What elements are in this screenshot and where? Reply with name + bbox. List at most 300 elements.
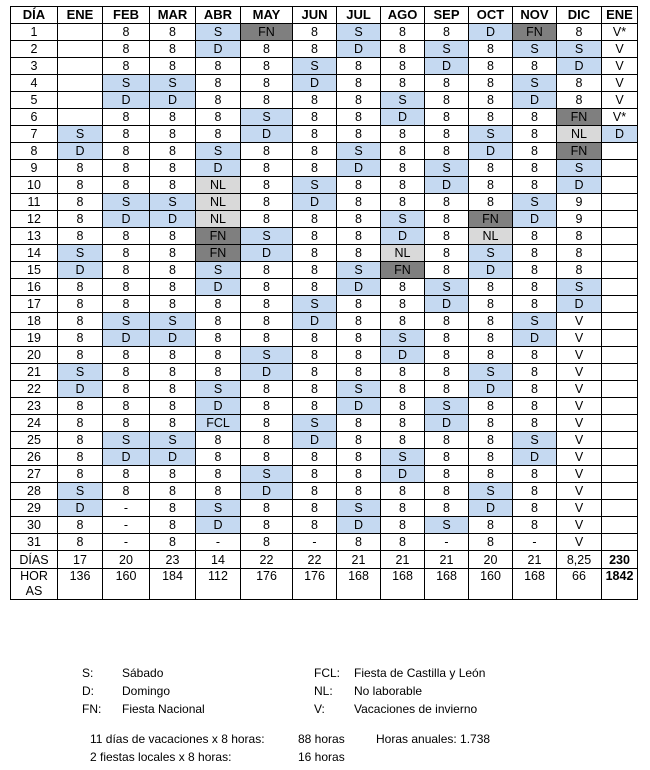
table-row xyxy=(11,143,638,160)
day-cell: S xyxy=(103,432,150,449)
day-cell: 9 xyxy=(557,194,602,211)
day-cell: 8 xyxy=(58,177,103,194)
day-cell: 8 xyxy=(58,517,103,534)
day-cell: S xyxy=(469,245,513,262)
day-cell: D xyxy=(103,211,150,228)
day-cell xyxy=(602,347,638,364)
total-cell: 168 xyxy=(513,569,557,600)
day-cell: D xyxy=(196,41,241,58)
day-cell: 8 xyxy=(196,75,241,92)
day-number: 23 xyxy=(11,398,58,415)
day-cell xyxy=(602,228,638,245)
day-cell xyxy=(602,211,638,228)
day-cell: 8 xyxy=(293,330,337,347)
day-cell: 8 xyxy=(425,211,469,228)
day-cell: 8 xyxy=(513,415,557,432)
day-cell: D xyxy=(469,24,513,41)
day-cell: 8 xyxy=(557,92,602,109)
day-cell: FN xyxy=(381,262,425,279)
day-cell: V* xyxy=(602,24,638,41)
day-cell: 8 xyxy=(469,432,513,449)
day-cell: V xyxy=(602,58,638,75)
day-cell xyxy=(602,415,638,432)
day-cell: 8 xyxy=(293,483,337,500)
day-cell: 8 xyxy=(241,517,293,534)
total-cell: 168 xyxy=(425,569,469,600)
table-row xyxy=(11,262,638,279)
day-cell: 8 xyxy=(337,534,381,551)
day-number: 12 xyxy=(11,211,58,228)
day-cell: D xyxy=(196,160,241,177)
day-cell: S xyxy=(425,517,469,534)
column-header: NOV xyxy=(513,7,557,24)
day-number: 4 xyxy=(11,75,58,92)
day-cell: 8 xyxy=(150,381,196,398)
day-cell: 8 xyxy=(293,262,337,279)
day-cell: 8 xyxy=(381,143,425,160)
day-cell: 8 xyxy=(103,143,150,160)
day-cell: 8 xyxy=(196,432,241,449)
day-cell: S xyxy=(103,194,150,211)
day-cell: 8 xyxy=(381,500,425,517)
total-label: HOR AS xyxy=(11,569,58,600)
legend-code-nl: NL: xyxy=(314,684,333,698)
day-cell: 8 xyxy=(58,466,103,483)
day-cell: 8 xyxy=(241,296,293,313)
day-cell xyxy=(602,160,638,177)
day-cell: D xyxy=(469,143,513,160)
table-row xyxy=(11,483,638,500)
total-cell: 136 xyxy=(58,569,103,600)
day-cell: D xyxy=(150,449,196,466)
day-number: 27 xyxy=(11,466,58,483)
day-cell: D xyxy=(241,364,293,381)
day-cell: 9 xyxy=(557,211,602,228)
day-cell: 8 xyxy=(381,432,425,449)
day-cell: 8 xyxy=(241,330,293,347)
day-cell: 8 xyxy=(425,364,469,381)
annual-hours: Horas anuales: 1.738 xyxy=(376,732,491,746)
day-cell: D xyxy=(241,126,293,143)
day-cell: 8 xyxy=(241,211,293,228)
day-cell xyxy=(602,143,638,160)
vacation-label: 11 días de vacaciones x 8 horas: xyxy=(90,732,265,746)
legend-text-fcl: Fiesta de Castilla y León xyxy=(354,666,486,680)
day-cell: 8 xyxy=(241,41,293,58)
total-cell: 21 xyxy=(513,551,557,569)
day-cell: 8 xyxy=(381,534,425,551)
day-cell: V xyxy=(557,347,602,364)
day-cell: S xyxy=(513,41,557,58)
day-cell: 8 xyxy=(513,296,557,313)
table-row xyxy=(11,432,638,449)
day-cell: 8 xyxy=(293,228,337,245)
vacation-hours: 88 horas xyxy=(298,732,345,746)
day-cell: 8 xyxy=(513,160,557,177)
day-cell: 8 xyxy=(293,211,337,228)
day-number: 21 xyxy=(11,364,58,381)
day-cell: 8 xyxy=(150,347,196,364)
day-number: 5 xyxy=(11,92,58,109)
day-cell: FN xyxy=(241,24,293,41)
day-cell: 8 xyxy=(337,296,381,313)
day-cell: V xyxy=(557,415,602,432)
day-cell: 8 xyxy=(103,126,150,143)
day-cell: 8 xyxy=(513,364,557,381)
day-cell: 8 xyxy=(381,41,425,58)
day-cell xyxy=(602,177,638,194)
day-cell: 8 xyxy=(425,194,469,211)
day-cell: 8 xyxy=(557,228,602,245)
total-cell: 20 xyxy=(469,551,513,569)
day-cell: S xyxy=(293,415,337,432)
day-cell: 8 xyxy=(513,466,557,483)
day-cell: S xyxy=(196,381,241,398)
day-cell: 8 xyxy=(103,58,150,75)
total-cell: 160 xyxy=(469,569,513,600)
legend-code-fn: FN: xyxy=(82,702,102,716)
day-cell: S xyxy=(241,109,293,126)
day-cell: 8 xyxy=(293,279,337,296)
column-header: MAR xyxy=(150,7,196,24)
day-cell: 8 xyxy=(513,262,557,279)
table-row xyxy=(11,330,638,347)
day-cell: 8 xyxy=(150,160,196,177)
total-cell: 112 xyxy=(196,569,241,600)
day-cell: 8 xyxy=(381,517,425,534)
table-row xyxy=(11,126,638,143)
day-cell: 8 xyxy=(196,347,241,364)
day-cell xyxy=(602,534,638,551)
day-number: 8 xyxy=(11,143,58,160)
total-cell: 66 xyxy=(557,569,602,600)
day-cell: 8 xyxy=(513,347,557,364)
day-cell: 8 xyxy=(150,58,196,75)
day-cell: D xyxy=(557,177,602,194)
day-cell: D xyxy=(58,262,103,279)
day-cell: 8 xyxy=(381,415,425,432)
day-cell: 8 xyxy=(469,58,513,75)
day-cell: S xyxy=(469,126,513,143)
day-cell: D xyxy=(241,245,293,262)
day-cell: 8 xyxy=(58,347,103,364)
day-number: 18 xyxy=(11,313,58,330)
table-row xyxy=(11,347,638,364)
total-cell: 17 xyxy=(58,551,103,569)
day-cell: 8 xyxy=(293,41,337,58)
day-cell: V xyxy=(557,381,602,398)
table-row xyxy=(11,296,638,313)
day-cell: 8 xyxy=(425,449,469,466)
day-cell: 8 xyxy=(103,466,150,483)
day-cell: 8 xyxy=(513,58,557,75)
day-number: 22 xyxy=(11,381,58,398)
day-cell: NL xyxy=(381,245,425,262)
calendar-table xyxy=(10,6,638,600)
day-cell: - xyxy=(293,534,337,551)
total-cell: 160 xyxy=(103,569,150,600)
day-cell: 8 xyxy=(293,245,337,262)
day-cell: 8 xyxy=(557,75,602,92)
total-cell: 14 xyxy=(196,551,241,569)
day-cell: 8 xyxy=(381,126,425,143)
day-cell: 8 xyxy=(241,160,293,177)
day-cell: 8 xyxy=(241,262,293,279)
table-row xyxy=(11,415,638,432)
day-cell: D xyxy=(337,41,381,58)
day-cell: 8 xyxy=(196,296,241,313)
day-cell: 8 xyxy=(293,92,337,109)
day-cell: S xyxy=(150,313,196,330)
day-cell: S xyxy=(469,483,513,500)
day-cell: 8 xyxy=(337,330,381,347)
day-cell: D xyxy=(58,381,103,398)
day-cell: 8 xyxy=(103,296,150,313)
day-number: 6 xyxy=(11,109,58,126)
day-cell: 8 xyxy=(150,143,196,160)
total-cell: 20 xyxy=(103,551,150,569)
day-cell: 8 xyxy=(337,75,381,92)
day-cell: D xyxy=(196,517,241,534)
day-cell: S xyxy=(381,449,425,466)
day-cell xyxy=(602,517,638,534)
day-cell: D xyxy=(337,398,381,415)
day-cell: 8 xyxy=(150,126,196,143)
day-cell: S xyxy=(381,330,425,347)
day-cell: - xyxy=(196,534,241,551)
day-cell xyxy=(602,279,638,296)
day-cell: 8 xyxy=(58,415,103,432)
day-cell: S xyxy=(196,500,241,517)
day-cell xyxy=(602,330,638,347)
day-cell xyxy=(602,262,638,279)
day-cell: 8 xyxy=(513,109,557,126)
day-cell: FN xyxy=(557,109,602,126)
total-cell: 23 xyxy=(150,551,196,569)
day-cell: S xyxy=(103,75,150,92)
day-cell: D xyxy=(469,500,513,517)
day-cell: 8 xyxy=(337,415,381,432)
day-cell: 8 xyxy=(241,75,293,92)
day-number: 2 xyxy=(11,41,58,58)
day-cell: D xyxy=(425,415,469,432)
day-cell: 8 xyxy=(241,194,293,211)
day-cell: S xyxy=(150,75,196,92)
day-cell: D xyxy=(58,143,103,160)
total-cell: 168 xyxy=(337,569,381,600)
table-row xyxy=(11,41,638,58)
day-cell: 8 xyxy=(469,109,513,126)
day-cell: 8 xyxy=(58,330,103,347)
day-cell: 8 xyxy=(58,279,103,296)
day-cell: S xyxy=(557,160,602,177)
day-cell: 8 xyxy=(150,24,196,41)
day-cell: 8 xyxy=(241,92,293,109)
day-cell: 8 xyxy=(337,483,381,500)
day-cell: S xyxy=(513,432,557,449)
day-cell: S xyxy=(58,245,103,262)
day-cell: 8 xyxy=(469,92,513,109)
day-cell: 8 xyxy=(58,534,103,551)
table-row xyxy=(11,466,638,483)
day-cell: 8 xyxy=(381,160,425,177)
day-cell: S xyxy=(293,58,337,75)
day-number: 29 xyxy=(11,500,58,517)
day-cell: 8 xyxy=(337,228,381,245)
day-cell: S xyxy=(513,194,557,211)
day-cell: 8 xyxy=(150,364,196,381)
day-cell: 8 xyxy=(337,177,381,194)
day-cell: 8 xyxy=(425,24,469,41)
day-cell: V xyxy=(602,41,638,58)
day-cell: 8 xyxy=(103,245,150,262)
day-cell: S xyxy=(103,313,150,330)
day-cell: 8 xyxy=(58,211,103,228)
day-cell: V xyxy=(557,466,602,483)
day-number: 15 xyxy=(11,262,58,279)
day-cell: 8 xyxy=(337,58,381,75)
column-header: ENE xyxy=(58,7,103,24)
day-cell xyxy=(602,398,638,415)
day-cell: 8 xyxy=(150,534,196,551)
day-cell xyxy=(602,313,638,330)
day-cell: D xyxy=(557,296,602,313)
table-row xyxy=(11,534,638,551)
day-cell: 8 xyxy=(513,483,557,500)
day-cell: S xyxy=(337,381,381,398)
day-cell: S xyxy=(381,211,425,228)
day-cell: D xyxy=(513,211,557,228)
day-cell: 8 xyxy=(241,415,293,432)
day-cell: V xyxy=(557,330,602,347)
legend-text-fn: Fiesta Nacional xyxy=(122,702,205,716)
day-cell: 8 xyxy=(337,449,381,466)
legend-text-nl: No laborable xyxy=(354,684,423,698)
day-cell: S xyxy=(150,432,196,449)
day-cell: 8 xyxy=(293,126,337,143)
total-cell: 176 xyxy=(241,569,293,600)
day-cell: D xyxy=(469,381,513,398)
day-cell: FN xyxy=(469,211,513,228)
legend-code-v: V: xyxy=(314,702,325,716)
table-row xyxy=(11,160,638,177)
day-cell: 8 xyxy=(381,75,425,92)
day-cell: 8 xyxy=(425,262,469,279)
hours-total-row xyxy=(11,569,638,600)
day-number: 26 xyxy=(11,449,58,466)
day-cell xyxy=(58,24,103,41)
day-cell: 8 xyxy=(103,279,150,296)
day-cell: 8 xyxy=(150,415,196,432)
day-cell xyxy=(58,92,103,109)
day-cell: D xyxy=(513,92,557,109)
day-cell: 8 xyxy=(469,534,513,551)
day-cell: - xyxy=(513,534,557,551)
day-cell: NL xyxy=(469,228,513,245)
day-number: 16 xyxy=(11,279,58,296)
day-cell: S xyxy=(513,75,557,92)
day-cell: 8 xyxy=(425,347,469,364)
day-cell: NL xyxy=(196,194,241,211)
column-header: SEP xyxy=(425,7,469,24)
table-row xyxy=(11,517,638,534)
day-cell: D xyxy=(513,330,557,347)
day-number: 11 xyxy=(11,194,58,211)
day-cell: NL xyxy=(557,126,602,143)
day-cell: 8 xyxy=(425,313,469,330)
day-cell xyxy=(58,58,103,75)
day-cell: 8 xyxy=(150,296,196,313)
day-cell: 8 xyxy=(381,58,425,75)
day-cell: 8 xyxy=(103,483,150,500)
day-cell: FN xyxy=(196,228,241,245)
day-cell: 8 xyxy=(196,330,241,347)
day-cell: D xyxy=(337,279,381,296)
day-cell: 8 xyxy=(513,398,557,415)
day-cell: 8 xyxy=(58,432,103,449)
day-cell: 8 xyxy=(241,313,293,330)
day-cell: 8 xyxy=(293,364,337,381)
column-header: AGO xyxy=(381,7,425,24)
day-cell: V xyxy=(557,313,602,330)
column-header: DÍA xyxy=(11,7,58,24)
day-cell: D xyxy=(58,500,103,517)
day-cell: 8 xyxy=(469,177,513,194)
day-number: 13 xyxy=(11,228,58,245)
day-cell: 8 xyxy=(150,398,196,415)
day-cell: 8 xyxy=(513,143,557,160)
day-cell: 8 xyxy=(337,109,381,126)
day-cell: - xyxy=(425,534,469,551)
day-number: 10 xyxy=(11,177,58,194)
day-cell: 8 xyxy=(425,143,469,160)
day-cell: V xyxy=(557,483,602,500)
day-cell: NL xyxy=(196,211,241,228)
table-row xyxy=(11,24,638,41)
table-row xyxy=(11,381,638,398)
day-cell: 8 xyxy=(150,228,196,245)
day-number: 14 xyxy=(11,245,58,262)
day-cell: D xyxy=(293,432,337,449)
day-cell: 8 xyxy=(469,415,513,432)
day-cell: D xyxy=(103,449,150,466)
day-cell: D xyxy=(293,75,337,92)
day-cell xyxy=(602,483,638,500)
table-row xyxy=(11,500,638,517)
day-cell xyxy=(58,75,103,92)
table-row xyxy=(11,313,638,330)
day-cell: FN xyxy=(196,245,241,262)
day-cell: S xyxy=(196,24,241,41)
total-cell: 22 xyxy=(293,551,337,569)
column-header: ABR xyxy=(196,7,241,24)
local-holidays-hours: 16 horas xyxy=(298,750,345,764)
day-cell: 8 xyxy=(337,194,381,211)
day-cell: D xyxy=(150,330,196,347)
day-cell: 8 xyxy=(337,313,381,330)
day-cell: D xyxy=(425,58,469,75)
day-cell: 8 xyxy=(425,432,469,449)
day-cell: S xyxy=(150,194,196,211)
column-header: ENE xyxy=(602,7,638,24)
day-cell: 8 xyxy=(513,245,557,262)
day-cell: 8 xyxy=(103,228,150,245)
day-cell: 8 xyxy=(103,398,150,415)
day-cell: 8 xyxy=(293,398,337,415)
day-cell: 8 xyxy=(381,381,425,398)
day-cell: - xyxy=(103,517,150,534)
day-cell: 8 xyxy=(337,466,381,483)
